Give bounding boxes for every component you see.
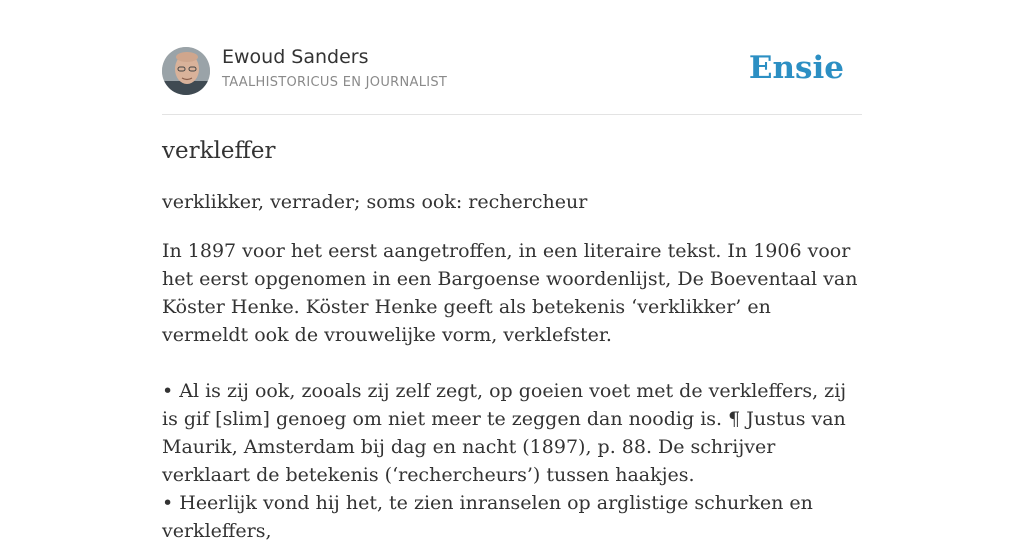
avatar-portrait-icon: [162, 47, 210, 95]
entry-paragraph: In 1897 voor het eerst aangetroffen, in een literaire tekst. In 1906 voor het eerst opgenomen in een Bargoense woordenlijst, De Boeventaal van Köster Henke. Köster Henke geeft als betekenis ‘verklikker’ en vermeldt ook de vrouwelijke vorm, verklefster.: [162, 240, 858, 346]
entry-body: [162, 237, 862, 545]
entry-term: verkleffer: [162, 138, 276, 164]
author-role: TAALHISTORICUS EN JOURNALIST: [222, 75, 448, 90]
article-container: [162, 0, 862, 542]
author-header: [162, 0, 862, 115]
brand-logo-link[interactable]: Ensie: [748, 50, 844, 86]
author-name[interactable]: Ewoud Sanders: [222, 46, 369, 68]
author-avatar[interactable]: [162, 47, 210, 95]
citation-item: • Al is zij ook, zooals zij zelf zegt, op goeien voet met de verkleffers, zij is gif [slim] genoeg om niet meer te zeggen dan noodig is. ¶ Justus van Maurik, Amsterdam bij dag en nacht (1897), p. 88. De schrijver verklaart de betekenis (‘rechercheurs’) tussen haakjes.: [162, 380, 847, 486]
entry-definition: verklikker, verrader; soms ook: rechercheur: [162, 191, 588, 213]
paragraph-spacer: [162, 349, 862, 377]
citation-item: • Heerlijk vond hij het, te zien inranselen op arglistige schurken en verkleffers,: [162, 492, 813, 542]
